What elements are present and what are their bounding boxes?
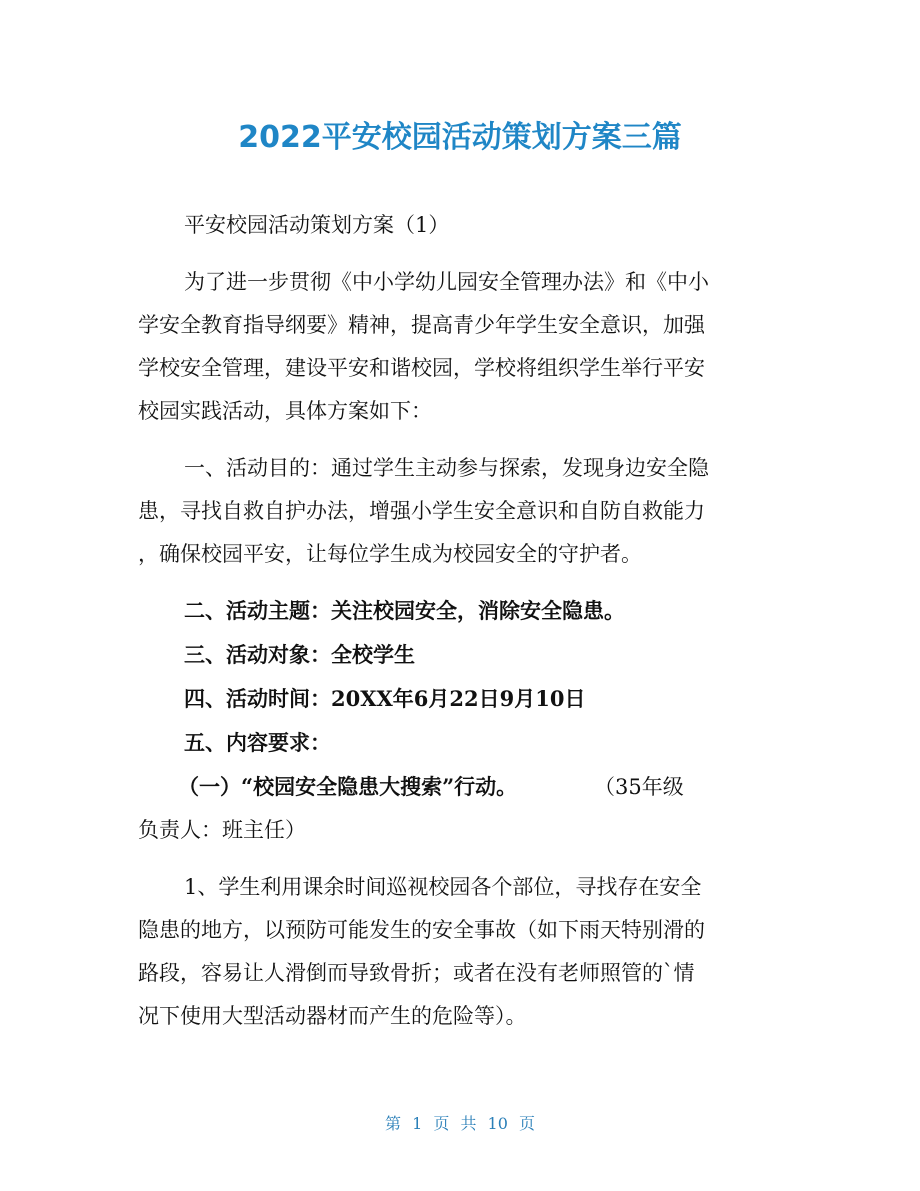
- paragraph-line: 平安校园活动策划方案（1）: [184, 213, 450, 237]
- section-heading: 五、内容要求：: [184, 730, 331, 755]
- paragraph-line: 路段，容易让人滑倒而导致骨折；或者在没有老师照管的`情: [138, 961, 695, 985]
- section-heading: 四、活动时间：20XX年6月22日9月10日: [184, 686, 586, 711]
- paragraph-line: ，确保校园平安，让每位学生成为校园安全的守护者。: [138, 542, 642, 566]
- paragraph-line: 患，寻找自救自护办法，增强小学生安全意识和自防自救能力: [138, 499, 705, 523]
- page-number-footer: 第 1 页 共 10 页: [385, 1114, 535, 1133]
- paragraph-line: 况下使用大型活动器材而产生的危险等）。: [138, 1004, 527, 1028]
- paragraph-line: 负责人：班主任）: [138, 818, 306, 842]
- paragraph-line: （35年级: [594, 775, 684, 799]
- paragraph-line: 隐患的地方，以预防可能发生的安全事故（如下雨天特别滑的: [138, 918, 705, 942]
- paragraph-line: 1、学生利用课余时间巡视校园各个部位，寻找存在安全: [184, 875, 702, 899]
- paragraph-line: 学安全教育指导纲要》精神，提高青少年学生安全意识，加强: [138, 313, 705, 337]
- paragraph-line: 校园实践活动，具体方案如下：: [138, 399, 432, 423]
- document-title: 2022平安校园活动策划方案三篇: [238, 120, 682, 155]
- paragraph-line: 为了进一步贯彻《中小学幼儿园安全管理办法》和《中小: [184, 270, 709, 294]
- paragraph-line: 一、活动目的：通过学生主动参与探索，发现身边安全隐: [184, 456, 709, 480]
- paragraph-line: 学校安全管理，建设平安和谐校园，学校将组织学生举行平安: [138, 356, 705, 380]
- section-heading: 三、活动对象：全校学生: [184, 642, 415, 667]
- section-heading: 二、活动主题：关注校园安全，消除安全隐患。: [184, 598, 625, 623]
- subsection-heading: （一）“校园安全隐患大搜索”行动。: [178, 774, 518, 799]
